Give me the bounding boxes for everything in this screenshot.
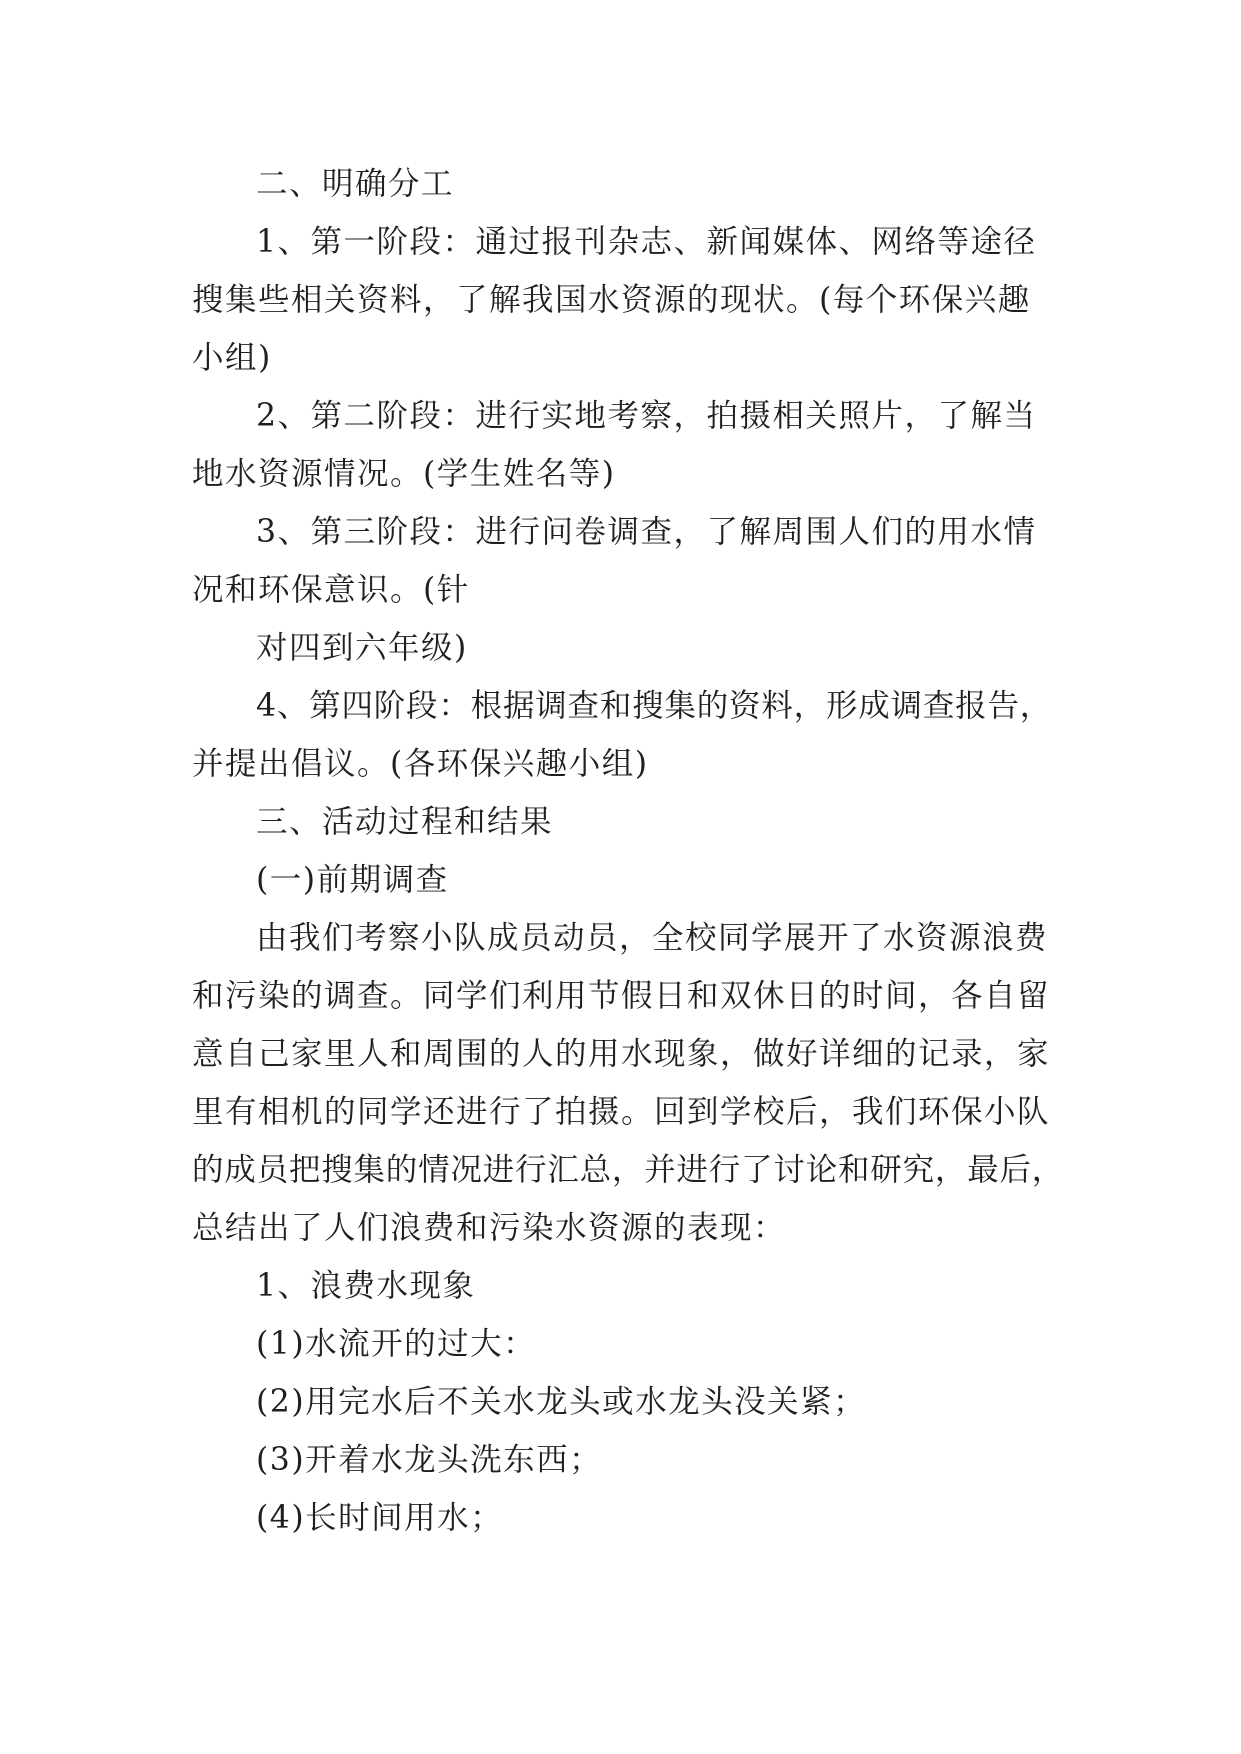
document-body [192,155,1072,1547]
list-item: (3)开着水龙头洗东西； [256,1442,603,1478]
section-heading-process-results: 三、活动过程和结果 [256,804,554,840]
paragraph-line: 和污染的调查。同学们利用节假日和双休日的时间，各自留 [192,978,1051,1014]
paragraph-line: 况和环保意识。(针 [192,572,470,608]
paragraph-line: 由我们考察小队成员动员，全校同学展开了水资源浪费 [256,920,1049,956]
list-heading-water-waste: 1、浪费水现象 [256,1268,476,1304]
subsection-heading-preliminary-survey: (一)前期调查 [256,862,449,898]
paragraph-line: 并提出倡议。(各环保兴趣小组) [192,746,649,782]
paragraph-line: 对四到六年级) [256,630,468,666]
paragraph-line: 的成员把搜集的情况进行汇总，并进行了讨论和研究，最后， [192,1152,1065,1188]
paragraph-line: 3、第三阶段：进行问卷调查，了解周围人们的用水情 [256,514,1037,550]
list-item: (2)用完水后不关水龙头或水龙头没关紧； [256,1384,867,1420]
paragraph-line: 小组) [192,340,272,376]
list-item: (4)长时间用水； [256,1500,504,1536]
paragraph-line: 2、第二阶段：进行实地考察，拍摄相关照片，了解当 [256,398,1037,434]
paragraph-line: 地水资源情况。(学生姓名等) [192,456,616,492]
list-item: (1)水流开的过大： [256,1326,537,1362]
paragraph-line: 1、第一阶段：通过报刊杂志、新闻媒体、网络等途径 [256,224,1037,260]
paragraph-line: 里有相机的同学还进行了拍摄。回到学校后，我们环保小队 [192,1094,1051,1130]
paragraph-line: 搜集些相关资料，了解我国水资源的现状。(每个环保兴趣 [192,282,1031,318]
paragraph-line: 意自己家里人和周围的人的用水现象，做好详细的记录，家 [192,1036,1051,1072]
section-heading-division-of-labor: 二、明确分工 [256,166,455,202]
paragraph-line: 总结出了人们浪费和污染水资源的表现： [192,1210,787,1246]
paragraph-line: 4、第四阶段：根据调查和搜集的资料，形成调查报告， [256,688,1053,724]
